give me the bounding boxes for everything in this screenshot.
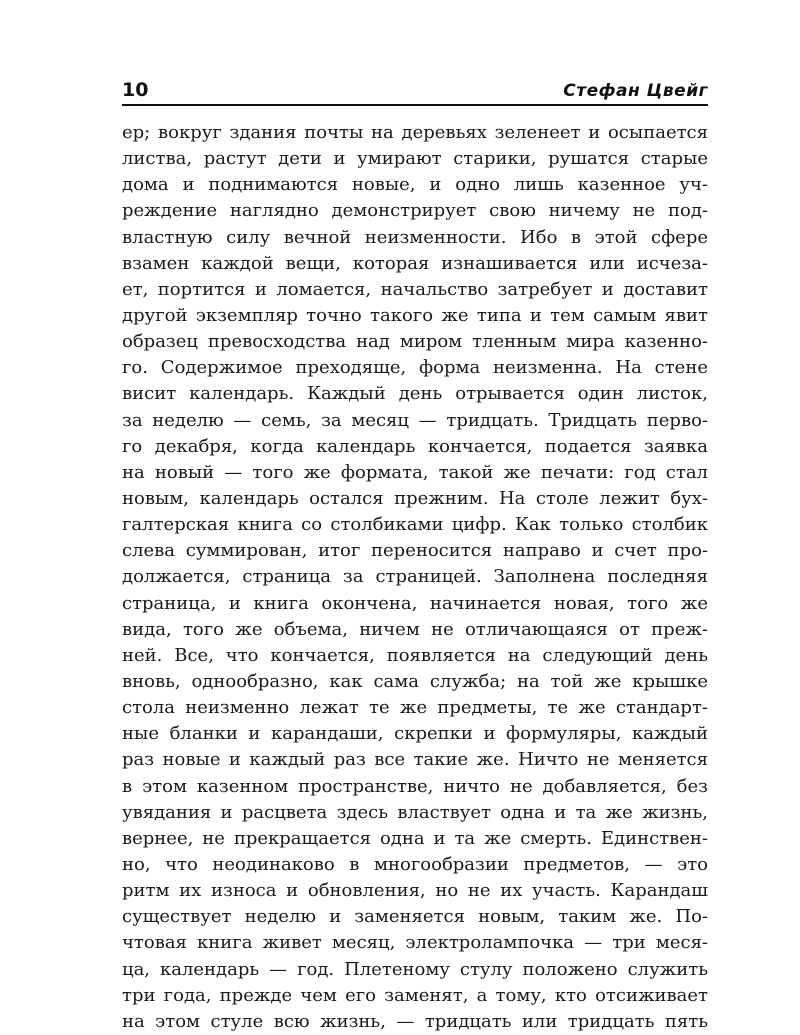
text-line: существует неделю и заменяется новым, таким же. По-	[122, 906, 708, 928]
text-line: листва, растут дети и умирают старики, рушатся старые	[122, 148, 708, 170]
text-line: го. Содержимое преходяще, форма неизменна. На стене	[122, 357, 708, 379]
text-line: властную силу вечной неизменности. Ибо в этой сфере	[122, 226, 708, 248]
text-line: на новый — того же формата, такой же печати: год стал	[122, 461, 708, 483]
text-line: страница, и книга окончена, начинается новая, того же	[122, 592, 708, 614]
text-line: ет, портится и ломается, начальство затребует и доставит	[122, 278, 708, 300]
text-line: го декабря, когда календарь кончается, подается заявка	[122, 435, 708, 457]
body-text	[122, 120, 708, 1035]
text-line: слева суммирован, итог переносится направо и счет про-	[122, 540, 708, 562]
text-line: ритм их износа и обновления, но не их участь. Карандаш	[122, 880, 708, 902]
text-line: в этом казенном пространстве, ничто не добавляется, без	[122, 775, 708, 797]
text-line: вида, того же объема, ничем не отличающаяся от преж-	[122, 618, 708, 640]
text-line: дома и поднимаются новые, и одно лишь казенное уч-	[122, 174, 708, 196]
text-line: вновь, однообразно, как сама служба; на той же крышке	[122, 670, 708, 692]
page-number: 10	[122, 79, 149, 101]
text-line: образец превосходства над миром тленным мира казенно-	[122, 331, 708, 353]
text-line: вернее, не прекращается одна и та же смерть. Единствен-	[122, 827, 708, 849]
text-line: другой экземпляр точно такого же типа и тем самым явит	[122, 304, 708, 326]
header-rule	[122, 104, 708, 106]
text-line: висит календарь. Каждый день отрывается один листок,	[122, 383, 708, 405]
text-line: ней. Все, что кончается, появляется на следующий день	[122, 644, 708, 666]
text-line: ные бланки и карандаши, скрепки и формуляры, каждый	[122, 723, 708, 745]
text-line: но, что неодинаково в многообразии предметов, — это	[122, 853, 708, 875]
text-line: стола неизменно лежат те же предметы, те же стандарт-	[122, 697, 708, 719]
text-line: должается, страница за страницей. Заполнена последняя	[122, 566, 708, 588]
text-line: реждение наглядно демонстрирует свою ничему не под-	[122, 200, 708, 222]
text-line: увядания и расцвета здесь властвует одна и та же жизнь,	[122, 801, 708, 823]
text-line: чтовая книга живет месяц, электролампочка — три меся-	[122, 932, 708, 954]
text-line: галтерская книга со столбиками цифр. Как только столбик	[122, 514, 708, 536]
text-line: на этом стуле всю жизнь, — тридцать или тридцать пять	[122, 1010, 708, 1032]
text-line: три года, прежде чем его заменят, а тому, кто отсиживает	[122, 984, 708, 1006]
text-line: раз новые и каждый раз все такие же. Ничто не меняется	[122, 749, 708, 771]
page-header	[122, 78, 708, 104]
text-line: ер; вокруг здания почты на деревьях зеленеет и осыпается	[122, 122, 708, 143]
text-line: взамен каждой вещи, которая изнашивается или исчеза-	[122, 252, 708, 274]
text-line: за неделю — семь, за месяц — тридцать. Тридцать перво-	[122, 409, 708, 431]
running-head-author: Стефан Цвейг	[563, 81, 708, 101]
text-line: ца, календарь — год. Плетеному стулу положено служить	[122, 958, 708, 980]
text-line: новым, календарь остался прежним. На столе лежит бух-	[122, 487, 708, 509]
